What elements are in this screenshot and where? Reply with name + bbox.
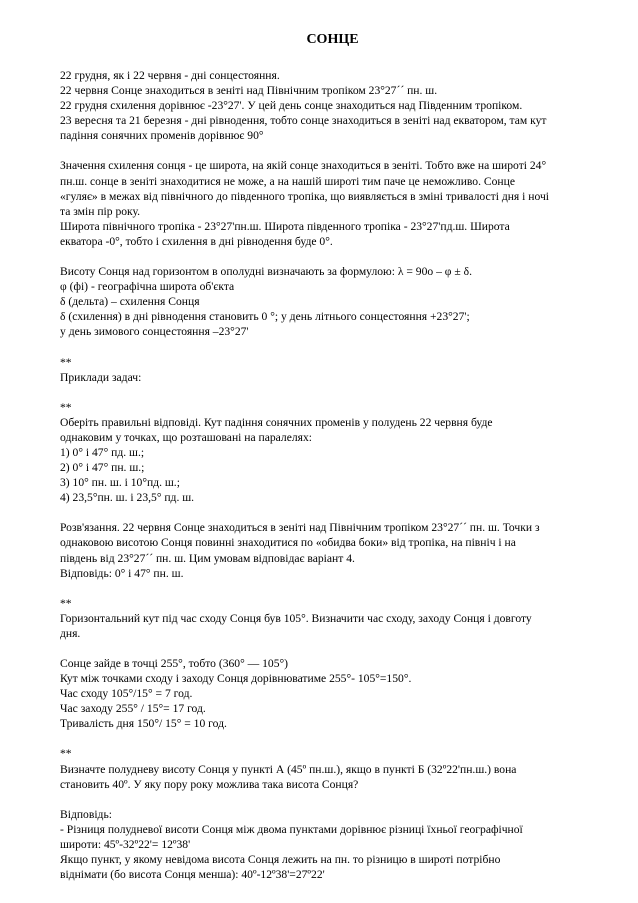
paragraph-task-1 — [60, 400, 605, 506]
text-line: екватора -0°, тобто і схилення в дні рівнодення буде 0°. — [60, 234, 333, 248]
text-line: Розв'язання. 22 червня Сонце знаходиться в зеніті над Північним тропіком 23°27´´ пн. ш. Точки з — [60, 521, 540, 535]
text-line: дня. — [60, 626, 81, 640]
text-line: Час сходу 105°/15° = 7 год. — [60, 687, 193, 701]
text-line: δ (схилення) в дні рівнодення становить 0 °; у день літнього сонцестояння +23°27'; — [60, 310, 470, 324]
text-line: Визначте полудневу висоту Сонця у пункті А (45º пн.ш.), якщо в пункті Б (32º22'пн.ш.) вона — [60, 762, 517, 776]
paragraph-solution-3 — [60, 807, 605, 882]
paragraph-solution-2 — [60, 656, 605, 731]
text-line: Якщо пункт, у якому невідома висота Сонця лежить на пн. то різницю в широті потрібно — [60, 853, 501, 867]
paragraph-solstice-intro — [60, 68, 605, 143]
text-line: 22 червня Сонце знаходиться в зеніті над Північним тропіком 23°27´´ пн. ш. — [60, 84, 438, 98]
text-line: південь від 23°27´´ пн. ш. Цим умовам відповідає варіант 4. — [60, 551, 355, 565]
paragraph-declination — [60, 158, 605, 249]
text-line: δ (дельта) – схилення Сонця — [60, 295, 200, 309]
paragraph-examples-heading — [60, 355, 605, 385]
separator-mark: ** — [60, 596, 72, 610]
text-line: віднімати (бо висота Сонця менша): 40º-12º38'=27º22' — [60, 868, 325, 882]
text-line: φ (фі) - географічна широта об'єкта — [60, 280, 235, 294]
text-line: Тривалість дня 150°/ 15° = 10 год. — [60, 717, 227, 731]
document-page — [60, 30, 605, 897]
text-line: Відповідь: 0° і 47° пн. ш. — [60, 566, 184, 580]
text-line: Висоту Сонця над горизонтом в опoлудні визначають за формулою: λ = 90о – φ ± δ. — [60, 265, 472, 279]
text-line: широти: 45º-32º22'= 12º38' — [60, 837, 191, 851]
paragraph-formula — [60, 264, 605, 339]
text-line: становить 40º. У яку пору року можлива така висота Сонця? — [60, 777, 359, 791]
text-line: однаковим у точках, що розташовані на паралелях: — [60, 430, 312, 444]
text-line: - Різниця полудневої висоти Сонця між двома пунктами дорівнює різниці їхньої географічної — [60, 822, 523, 836]
text-line: та змін пір року. — [60, 204, 141, 218]
text-line: падіння сонячних променів дорівнює 90° — [60, 129, 264, 143]
paragraph-task-3 — [60, 746, 605, 791]
paragraph-task-2 — [60, 596, 605, 641]
text-line: 22 грудня схилення дорівнює -23°27'. У цей день сонце знаходиться над Південним тропіком. — [60, 99, 523, 113]
text-line: 22 грудня, як і 22 червня - дні сонцестояння. — [60, 69, 280, 82]
section-heading: Приклади задач: — [60, 370, 142, 384]
separator-mark: ** — [60, 400, 72, 414]
text-line: Відповідь: — [60, 807, 112, 821]
text-line: Горизонтальний кут під час сходу Сонця був 105°. Визначити час сходу, заходу Сонця і довготу — [60, 611, 532, 625]
answer-option: 3) 10° пн. ш. і 10°пд. ш.; — [60, 476, 180, 490]
text-line: пн.ш. сонце в зеніті знаходитися не може, а на нашій широті тим паче це неможливо. Сонце — [60, 174, 515, 188]
text-line: Сонце зайде в точці 255°, тобто (360° — 105°) — [60, 657, 289, 670]
answer-option: 2) 0° і 47° пн. ш.; — [60, 461, 145, 475]
document-title: СОНЦЕ — [306, 32, 359, 47]
text-line: Значення схилення сонця - це широта, на якій сонце знаходиться в зеніті. Тобто вже на широті 24° — [60, 159, 547, 173]
answer-option: 4) 23,5°пн. ш. і 23,5° пд. ш. — [60, 491, 195, 505]
answer-option: 1) 0° і 47° пд. ш.; — [60, 445, 145, 459]
text-line: у день зимового сонцестояння –23°27' — [60, 325, 249, 339]
paragraph-solution-1 — [60, 520, 605, 580]
text-line: «гуляє» в межах від північного до південного тропіка, що виявляється в зміні тривалості дня і ночі — [60, 189, 550, 203]
text-line: Оберіть правильні відповіді. Кут падіння сонячних променів у полудень 22 червня буде — [60, 415, 493, 429]
separator-mark: ** — [60, 747, 72, 761]
text-line: Широта північного тропіка - 23°27'пн.ш. Широта південного тропіка - 23°27'пд.ш. Широта — [60, 219, 510, 233]
text-line: Кут між точками сходу і заходу Сонця дорівнюватиме 255°- 105°=150°. — [60, 672, 412, 686]
text-line: Час заходу 255° / 15°= 17 год. — [60, 702, 206, 716]
separator-mark: ** — [60, 355, 72, 369]
text-line: 23 вересня та 21 березня - дні рівнодення, тобто сонце знаходиться в зеніті над екватором, там кут — [60, 114, 547, 128]
text-line: однаковою висотою Сонця повинні знаходитися по «обидва боки» від тропіка, на північ і на — [60, 536, 516, 550]
